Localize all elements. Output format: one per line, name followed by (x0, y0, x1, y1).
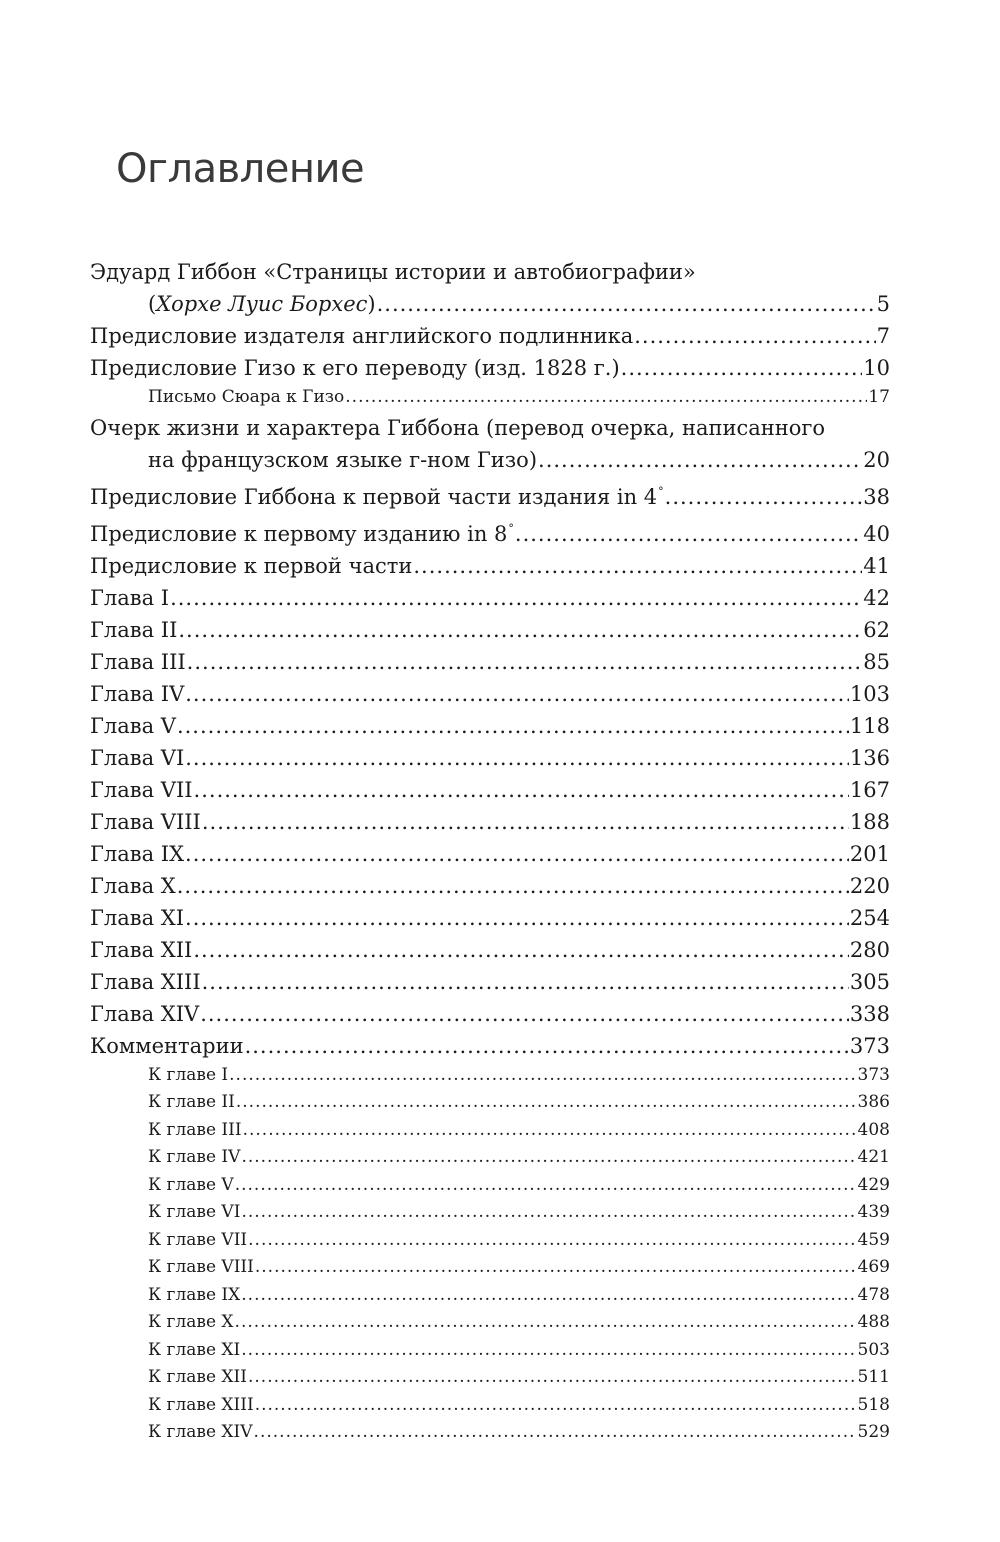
toc-entry-label: К главе XI (148, 1339, 241, 1360)
page-number: 386 (857, 1092, 890, 1112)
dot-leader (515, 518, 862, 550)
page-number: 201 (849, 841, 890, 866)
toc-entry-comment-13[interactable] (90, 1392, 890, 1420)
toc-entry-label: К главе IV (148, 1147, 241, 1167)
page-number: 373 (849, 1033, 890, 1058)
toc-entry-chapter-13[interactable] (90, 966, 890, 998)
page-number: 338 (849, 1001, 890, 1026)
toc-entry-chapter-9[interactable] (90, 838, 890, 870)
page-number: 10 (863, 356, 890, 380)
dot-leader (413, 550, 862, 582)
dot-leader (185, 902, 849, 934)
dot-leader (177, 870, 849, 902)
page-number: 220 (849, 873, 890, 898)
page-number: 421 (857, 1147, 890, 1167)
toc-entry-chapter-14[interactable] (90, 998, 890, 1030)
toc-entry-comment-14[interactable] (90, 1419, 890, 1447)
toc-entry-label: (Хорхе Луис Борхес) (148, 292, 376, 316)
toc-entry-comment-9[interactable] (90, 1282, 890, 1310)
dot-leader (185, 678, 849, 710)
page-number: 459 (857, 1229, 890, 1250)
page-number: 85 (863, 649, 890, 674)
page-number: 118 (849, 713, 890, 738)
toc-entry-label: К главе XIII (148, 1394, 254, 1415)
toc-entry-comment-5[interactable] (90, 1172, 890, 1200)
page-number: 478 (857, 1284, 890, 1305)
page-number: 439 (857, 1202, 890, 1222)
toc-entry-label: Предисловие Гиббона к первой части издания in 4° (90, 484, 664, 509)
page-number: 103 (849, 681, 890, 706)
toc-entry-comments[interactable] (90, 1030, 890, 1062)
page-number: 40 (863, 521, 890, 546)
page-number: 38 (863, 484, 890, 509)
toc-entry-chapter-3[interactable] (90, 646, 890, 678)
toc-entry-label: Глава XIII (90, 969, 201, 994)
page-number: 42 (863, 585, 890, 610)
page-number: 503 (857, 1339, 890, 1360)
dot-leader (229, 1062, 856, 1090)
page-number: 429 (857, 1174, 890, 1195)
page-number: 511 (857, 1367, 890, 1387)
toc-entry-comment-8[interactable] (90, 1254, 890, 1282)
page-number: 408 (857, 1119, 890, 1140)
toc-entry-publisher-preface[interactable] (90, 320, 890, 352)
toc-entry-label: К главе XII (148, 1367, 247, 1387)
toc-entry-label: Глава XI (90, 905, 185, 930)
dot-leader (665, 481, 863, 513)
toc-entry-comment-11[interactable] (90, 1337, 890, 1365)
toc-entry-chapter-10[interactable] (90, 870, 890, 902)
page-number: 469 (857, 1257, 890, 1277)
toc-entry-label: Глава XII (90, 937, 193, 962)
dot-leader (187, 646, 863, 678)
dot-leader (193, 934, 849, 966)
toc-entry-suard-letter[interactable] (90, 384, 890, 412)
page-number: 136 (849, 745, 890, 770)
dot-leader (236, 1089, 857, 1117)
page-number: 167 (849, 777, 890, 802)
toc-entry-label: К главе VI (148, 1202, 241, 1222)
toc-entry-chapter-2[interactable] (90, 614, 890, 646)
toc-entry-comment-4[interactable] (90, 1144, 890, 1172)
toc-entry-label: Предисловие к первому изданию in 8° (90, 521, 514, 546)
toc-entry-label: Глава V (90, 713, 176, 738)
toc-entry-label: Глава IV (90, 681, 185, 706)
dot-leader (202, 966, 849, 998)
page-title: Оглавление (116, 146, 365, 192)
comment-list (90, 1062, 890, 1447)
toc-entry-label: Письмо Сюара к Гизо (148, 387, 345, 407)
toc-entry-comment-12[interactable] (90, 1364, 890, 1392)
toc-entry-comment-7[interactable] (90, 1227, 890, 1255)
dot-leader (177, 710, 849, 742)
toc-entry-label: Эдуард Гиббон «Страницы истории и автобиографии» (90, 260, 696, 284)
toc-entry-chapter-11[interactable] (90, 902, 890, 934)
toc-entry-label: К главе V (148, 1174, 234, 1195)
toc-entry-label: Очерк жизни и характера Гиббона (перевод очерка, написанного (90, 415, 826, 440)
page-number: 254 (849, 905, 890, 930)
toc-entry-label: К главе IX (148, 1284, 241, 1305)
toc-entry-comment-6[interactable] (90, 1199, 890, 1227)
toc-entry-comment-2[interactable] (90, 1089, 890, 1117)
page-number: 518 (857, 1394, 890, 1415)
toc-entry-comment-3[interactable] (90, 1117, 890, 1145)
toc-entry-label: К главе X (148, 1312, 234, 1332)
toc-entry-label: К главе VIII (148, 1257, 254, 1277)
page-number: 488 (857, 1312, 890, 1332)
dot-leader (170, 582, 862, 614)
page-number: 373 (857, 1064, 890, 1085)
dot-leader (538, 444, 862, 476)
page-number: 280 (849, 937, 890, 962)
dot-leader (621, 352, 863, 384)
toc-entry-label: Глава I (90, 585, 170, 610)
dot-leader (634, 320, 875, 352)
page-number: 7 (876, 324, 890, 348)
toc-entry-chapter-7[interactable] (90, 774, 890, 806)
dot-leader (194, 774, 849, 806)
dot-leader (255, 1392, 857, 1420)
dot-leader (377, 288, 876, 320)
toc-entry-chapter-6[interactable] (90, 742, 890, 774)
dot-leader (241, 1337, 856, 1365)
toc-entry-chapter-5[interactable] (90, 710, 890, 742)
dot-leader (241, 1282, 856, 1310)
toc-entry-guizot-preface[interactable] (90, 352, 890, 384)
toc-entry-label: К главе III (148, 1119, 242, 1140)
page-number: 188 (849, 809, 890, 834)
dot-leader (235, 1309, 857, 1337)
toc-entry-label: Глава X (90, 873, 176, 898)
toc-entry-chapter-1[interactable] (90, 582, 890, 614)
dot-leader (345, 384, 867, 412)
toc-entry-label: Глава VI (90, 745, 185, 770)
dot-leader (241, 1199, 856, 1227)
toc-entry-label: К главе II (148, 1092, 235, 1112)
toc-entry-label: К главе VII (148, 1229, 248, 1250)
toc-entry-gibbon-preface-4[interactable] (90, 476, 890, 513)
dot-leader (200, 998, 849, 1030)
page-number: 5 (876, 292, 890, 316)
toc-entry-label: Предисловие издателя английского подлинника (90, 324, 634, 348)
chapter-list (90, 582, 890, 1030)
toc-entry-chapter-12[interactable] (90, 934, 890, 966)
page-number: 20 (863, 447, 890, 472)
dot-leader (245, 1030, 849, 1062)
page-number: 305 (849, 969, 890, 994)
dot-leader (178, 614, 862, 646)
toc-entry-chapter-8[interactable] (90, 806, 890, 838)
dot-leader (202, 806, 849, 838)
dot-leader (248, 1227, 856, 1255)
toc-entry-first-part-preface[interactable] (90, 550, 890, 582)
toc-entry-label: на французском языке г-ном Гизо) (148, 447, 538, 472)
toc-entry-label: Глава III (90, 649, 186, 674)
page-number: 41 (863, 553, 890, 578)
page-number: 62 (863, 617, 890, 642)
toc-entry-label: Глава IX (90, 841, 185, 866)
toc-entry-borges[interactable] (90, 256, 890, 320)
dot-leader (185, 742, 849, 774)
toc-entry-chapter-4[interactable] (90, 678, 890, 710)
dot-leader (248, 1364, 857, 1392)
dot-leader (241, 1144, 856, 1172)
toc-entry-comment-1[interactable] (90, 1062, 890, 1090)
toc-entry-gibbon-life[interactable] (90, 412, 890, 476)
toc-entry-label: К главе I (148, 1064, 229, 1085)
page-number: 17 (868, 387, 890, 407)
toc-entry-label: Глава XIV (90, 1001, 200, 1026)
toc-entry-label: Глава VIII (90, 809, 201, 834)
toc-entry-label: Глава II (90, 617, 178, 642)
toc-entry-label: Предисловие Гизо к его переводу (изд. 1828 г.) (90, 356, 620, 380)
dot-leader (185, 838, 849, 870)
toc-entry-label: К главе XIV (148, 1422, 253, 1442)
page-number: 529 (857, 1422, 890, 1442)
toc-entry-label: Комментарии (90, 1033, 244, 1058)
dot-leader (235, 1172, 857, 1200)
toc-entry-comment-10[interactable] (90, 1309, 890, 1337)
dot-leader (255, 1254, 857, 1282)
toc-entry-first-edition-preface[interactable] (90, 513, 890, 550)
dot-leader (254, 1419, 857, 1447)
table-of-contents (90, 256, 890, 1447)
toc-entry-label: Глава VII (90, 777, 193, 802)
toc-entry-label: Предисловие к первой части (90, 553, 413, 578)
dot-leader (243, 1117, 857, 1145)
